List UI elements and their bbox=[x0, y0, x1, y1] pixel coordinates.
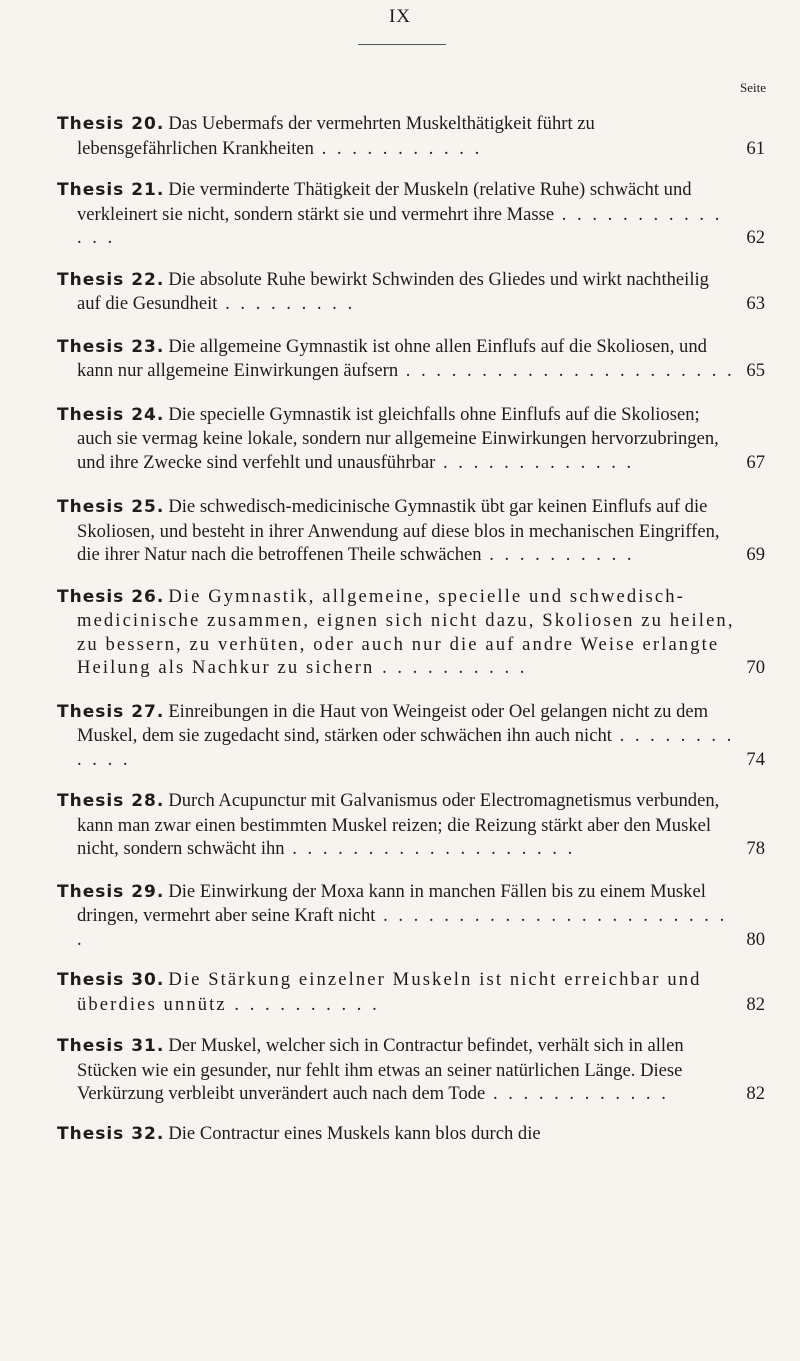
thesis-text: Die Stärkung einzelner Muskeln ist nicht erreichbar und überdies unnütz bbox=[77, 969, 702, 1015]
thesis-text: Das Uebermafs der vermehrten Muskelthätigkeit führt zu lebensgefährlichen Krankheiten bbox=[77, 113, 595, 159]
toc-entry bbox=[57, 178, 765, 250]
toc-entry bbox=[57, 968, 765, 1016]
dot-leader: . . . . . . . . . . . . . . bbox=[77, 203, 723, 248]
page-reference: 69 bbox=[746, 544, 765, 565]
thesis-text: Die specielle Gymnastik ist gleichfalls ohne Einflufs auf die Skoliosen; auch sie vermag keine lokale, sondern nur allgemeine Einwirkungen hervorzubringen, und ihre Zwecke sind verfehlt und unausführbar bbox=[77, 403, 719, 473]
toc-entry bbox=[57, 268, 765, 316]
toc-entry bbox=[57, 1122, 765, 1147]
dot-leader: . . . . . . . . . . bbox=[481, 544, 635, 565]
thesis-label: Thesis 20. bbox=[57, 114, 165, 134]
column-header-seite: Seite bbox=[740, 80, 766, 95]
dot-leader: . . . . . . . . . . . bbox=[313, 137, 483, 159]
page-reference: 62 bbox=[746, 227, 765, 248]
thesis-text: Die schwedisch-medicinische Gymnastik übt gar keinen Einflufs auf die Skoliosen, und besteht in ihrer Anwendung auf diese blos in mechanischen Eingriffen, die ihrer Natur nach die betroffenen Theile schwächen bbox=[77, 496, 720, 565]
thesis-label: Thesis 25. bbox=[57, 497, 165, 517]
page-reference: 63 bbox=[746, 293, 765, 314]
toc-entry bbox=[57, 789, 765, 861]
dot-leader: . . . . . . . . . . . . . . . . . . . bbox=[284, 838, 576, 859]
thesis-text: Einreibungen in die Haut von Weingeist oder Oel gelangen nicht zu dem Muskel, dem sie zugedacht sind, stärken oder schwächen ihn auch nicht bbox=[77, 700, 709, 746]
page-reference: 82 bbox=[746, 1083, 765, 1104]
page-reference: 78 bbox=[746, 838, 765, 859]
toc-entry bbox=[57, 880, 765, 952]
page-reference: 70 bbox=[746, 657, 765, 678]
thesis-text: Die allgemeine Gymnastik ist ohne allen Einflufs auf die Skoliosen, und kann nur allgemeine Einwirkungen äufsern bbox=[77, 335, 707, 381]
page-reference: 74 bbox=[746, 748, 765, 770]
toc-entry bbox=[57, 700, 765, 772]
thesis-label: Thesis 21. bbox=[57, 180, 165, 200]
thesis-text: Die absolute Ruhe bewirkt Schwinden des Gliedes und wirkt nachtheilig auf die Gesundheit bbox=[77, 268, 709, 314]
toc-entry bbox=[57, 403, 765, 475]
toc-entry bbox=[57, 1034, 765, 1106]
thesis-label: Thesis 29. bbox=[57, 881, 165, 902]
thesis-label: Thesis 26. bbox=[57, 586, 165, 607]
thesis-label: Thesis 28. bbox=[57, 791, 165, 811]
dot-leader: . . . . . . . . . . . . . . . . . . . . . . . . bbox=[77, 905, 728, 950]
thesis-text: Die Gymnastik, allgemeine, specielle und schwedisch-medicinische zusammen, eignen sich nicht dazu, Skoliosen zu heilen, zu bessern, zu verhüten, oder auch nur die auf andre Weise erlangte Heilung als Nachkur zu sichern bbox=[77, 585, 735, 678]
thesis-text: Der Muskel, welcher sich in Contractur befindet, verhält sich in allen Stücken wie ein gesunder, nur fehlt ihm etwas an seiner natürlichen Länge. Diese Verkürzung verbleibt unverändert auch nach dem Tode bbox=[77, 1035, 684, 1104]
dot-leader: . . . . . . . . . bbox=[217, 293, 356, 314]
page-reference: 65 bbox=[746, 360, 765, 381]
thesis-label: Thesis 23. bbox=[57, 336, 165, 357]
thesis-label: Thesis 31. bbox=[57, 1036, 165, 1056]
thesis-label: Thesis 30. bbox=[57, 970, 165, 990]
dot-leader: . . . . . . . . . . . . bbox=[485, 1083, 669, 1104]
page-reference: 80 bbox=[746, 928, 765, 950]
thesis-text: Die verminderte Thätigkeit der Muskeln (relative Ruhe) schwächt und verkleinert sie nicht, sondern stärkt sie und vermehrt ihre Masse bbox=[77, 179, 692, 225]
thesis-text: Die Contractur eines Muskels kann blos durch die bbox=[168, 1122, 541, 1144]
toc-entry bbox=[57, 112, 765, 160]
page-reference: 82 bbox=[746, 993, 765, 1015]
page-reference: 67 bbox=[746, 451, 765, 473]
header-rule bbox=[358, 44, 446, 45]
toc-entries bbox=[57, 94, 765, 1146]
thesis-text: Die Einwirkung der Moxa kann in manchen Fällen bis zu einem Muskel dringen, vermehrt aber seine Kraft nicht bbox=[77, 880, 706, 926]
thesis-label: Thesis 24. bbox=[57, 404, 165, 425]
thesis-label: Thesis 22. bbox=[57, 269, 165, 290]
thesis-label: Thesis 27. bbox=[57, 701, 165, 722]
thesis-text: Durch Acupunctur mit Galvanismus oder Electromagnetismus verbunden, kann man zwar einen bestimmten Muskel reizen; die Reizung stärkt aber den Muskel nicht, sondern schwächt ihn bbox=[77, 790, 720, 859]
toc-entry bbox=[57, 495, 765, 567]
dot-leader: . . . . . . . . . . bbox=[226, 993, 380, 1015]
thesis-label: Thesis 32. bbox=[57, 1123, 165, 1144]
dot-leader: . . . . . . . . . . bbox=[374, 657, 528, 678]
toc-entry bbox=[57, 335, 765, 383]
page-reference: 61 bbox=[746, 137, 765, 159]
toc-entry bbox=[57, 585, 765, 680]
dot-leader: . . . . . . . . . . . . . bbox=[435, 451, 635, 473]
page-number: IX bbox=[388, 6, 412, 27]
dot-leader: . . . . . . . . . . . . bbox=[77, 725, 735, 770]
dot-leader: . . . . . . . . . . . . . . . . . . . . . . bbox=[398, 360, 735, 381]
